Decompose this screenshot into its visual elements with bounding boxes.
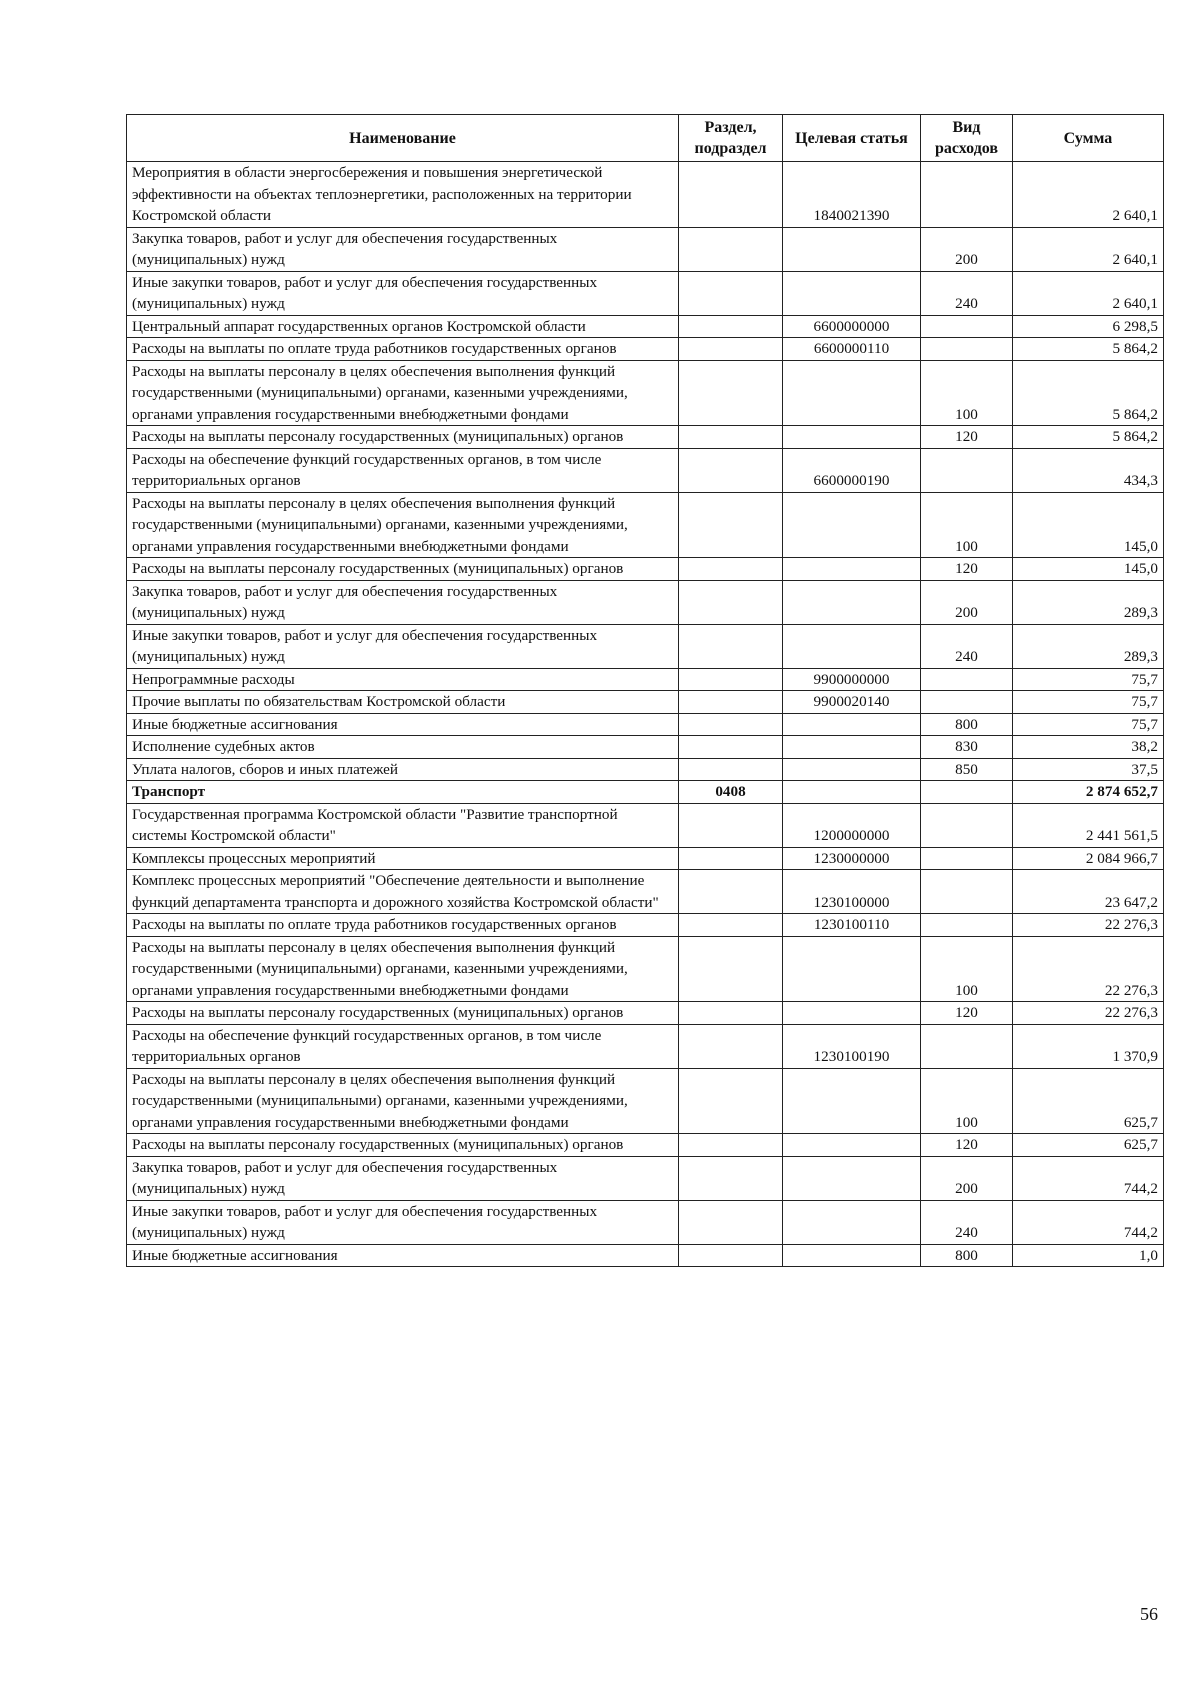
- cell-exptype: 100: [921, 936, 1013, 1002]
- cell-article: [783, 227, 921, 271]
- cell-section: [679, 758, 783, 781]
- cell-article: [783, 580, 921, 624]
- cell-name: Закупка товаров, работ и услуг для обеспечения государственных (муниципальных) нужд: [127, 580, 679, 624]
- cell-sum: 1,0: [1013, 1244, 1164, 1267]
- cell-section: [679, 691, 783, 714]
- cell-sum: 22 276,3: [1013, 1002, 1164, 1025]
- cell-name: Расходы на выплаты по оплате труда работников государственных органов: [127, 338, 679, 361]
- cell-exptype: 120: [921, 1002, 1013, 1025]
- cell-name: Расходы на выплаты персоналу государственных (муниципальных) органов: [127, 1134, 679, 1157]
- table-row: [127, 668, 1164, 691]
- cell-section: 0408: [679, 781, 783, 804]
- cell-article: [783, 781, 921, 804]
- cell-section: [679, 162, 783, 228]
- cell-article: [783, 492, 921, 558]
- cell-name: Транспорт: [127, 781, 679, 804]
- cell-section: [679, 1134, 783, 1157]
- cell-name: Непрограммные расходы: [127, 668, 679, 691]
- cell-name: Расходы на выплаты персоналу в целях обеспечения выполнения функций государственными (муниципальными) органами, казенными учреждениями, органами управления государственными внебюджетными фондами: [127, 936, 679, 1002]
- cell-exptype: 830: [921, 736, 1013, 759]
- table-row: [127, 1068, 1164, 1134]
- cell-section: [679, 1156, 783, 1200]
- cell-article: 1230000000: [783, 847, 921, 870]
- cell-article: [783, 713, 921, 736]
- cell-section: [679, 847, 783, 870]
- cell-section: [679, 1244, 783, 1267]
- cell-sum: 625,7: [1013, 1134, 1164, 1157]
- cell-name: Мероприятия в области энергосбережения и повышения энергетической эффективности на объектах теплоэнергетики, расположенных на территории Костромской области: [127, 162, 679, 228]
- table-row: [127, 1200, 1164, 1244]
- cell-section: [679, 1024, 783, 1068]
- cell-name: Иные закупки товаров, работ и услуг для обеспечения государственных (муниципальных) нужд: [127, 1200, 679, 1244]
- cell-sum: 1 370,9: [1013, 1024, 1164, 1068]
- cell-name: Расходы на выплаты персоналу в целях обеспечения выполнения функций государственными (муниципальными) органами, казенными учреждениями, органами управления государственными внебюджетными фондами: [127, 1068, 679, 1134]
- cell-sum: 2 640,1: [1013, 271, 1164, 315]
- table-row: [127, 315, 1164, 338]
- cell-name: Комплексы процессных мероприятий: [127, 847, 679, 870]
- cell-sum: 2 441 561,5: [1013, 803, 1164, 847]
- cell-section: [679, 736, 783, 759]
- cell-article: 9900020140: [783, 691, 921, 714]
- cell-sum: 744,2: [1013, 1156, 1164, 1200]
- cell-exptype: 240: [921, 1200, 1013, 1244]
- table-row: [127, 1156, 1164, 1200]
- cell-section: [679, 870, 783, 914]
- cell-exptype: 800: [921, 1244, 1013, 1267]
- table-row: [127, 847, 1164, 870]
- cell-article: [783, 624, 921, 668]
- cell-sum: 75,7: [1013, 668, 1164, 691]
- cell-sum: 289,3: [1013, 624, 1164, 668]
- cell-name: Иные закупки товаров, работ и услуг для обеспечения государственных (муниципальных) нужд: [127, 624, 679, 668]
- cell-section: [679, 558, 783, 581]
- cell-exptype: [921, 914, 1013, 937]
- cell-section: [679, 315, 783, 338]
- cell-article: [783, 426, 921, 449]
- table-row: [127, 736, 1164, 759]
- cell-article: 6600000000: [783, 315, 921, 338]
- cell-name: Иные закупки товаров, работ и услуг для обеспечения государственных (муниципальных) нужд: [127, 271, 679, 315]
- cell-sum: 2 640,1: [1013, 227, 1164, 271]
- cell-sum: 289,3: [1013, 580, 1164, 624]
- header-sum: Сумма: [1013, 115, 1164, 162]
- cell-article: [783, 558, 921, 581]
- cell-section: [679, 426, 783, 449]
- cell-article: 1840021390: [783, 162, 921, 228]
- cell-section: [679, 713, 783, 736]
- cell-sum: 145,0: [1013, 492, 1164, 558]
- table-row: [127, 713, 1164, 736]
- cell-name: Исполнение судебных актов: [127, 736, 679, 759]
- cell-name: Расходы на выплаты персоналу в целях обеспечения выполнения функций государственными (муниципальными) органами, казенными учреждениями, органами управления государственными внебюджетными фондами: [127, 360, 679, 426]
- cell-sum: 434,3: [1013, 448, 1164, 492]
- cell-article: [783, 1134, 921, 1157]
- table-row: [127, 360, 1164, 426]
- cell-sum: 23 647,2: [1013, 870, 1164, 914]
- table-row: [127, 870, 1164, 914]
- cell-name: Иные бюджетные ассигнования: [127, 1244, 679, 1267]
- cell-name: Расходы на обеспечение функций государственных органов, в том числе территориальных органов: [127, 1024, 679, 1068]
- cell-exptype: [921, 315, 1013, 338]
- header-article: Целевая статья: [783, 115, 921, 162]
- table-row: [127, 758, 1164, 781]
- cell-article: [783, 1002, 921, 1025]
- cell-name: Прочие выплаты по обязательствам Костромской области: [127, 691, 679, 714]
- cell-sum: 37,5: [1013, 758, 1164, 781]
- table-row: [127, 1134, 1164, 1157]
- cell-exptype: 200: [921, 580, 1013, 624]
- cell-sum: 2 640,1: [1013, 162, 1164, 228]
- cell-article: [783, 1068, 921, 1134]
- cell-name: Центральный аппарат государственных органов Костромской области: [127, 315, 679, 338]
- cell-exptype: [921, 847, 1013, 870]
- cell-sum: 38,2: [1013, 736, 1164, 759]
- table-row: [127, 781, 1164, 804]
- cell-article: 1230100190: [783, 1024, 921, 1068]
- table-row: [127, 691, 1164, 714]
- cell-name: Закупка товаров, работ и услуг для обеспечения государственных (муниципальных) нужд: [127, 1156, 679, 1200]
- cell-name: Уплата налогов, сборов и иных платежей: [127, 758, 679, 781]
- table-row: [127, 1244, 1164, 1267]
- table-row: [127, 936, 1164, 1002]
- cell-exptype: 240: [921, 624, 1013, 668]
- header-exptype: Вид расходов: [921, 115, 1013, 162]
- cell-exptype: [921, 1024, 1013, 1068]
- cell-sum: 744,2: [1013, 1200, 1164, 1244]
- cell-exptype: [921, 448, 1013, 492]
- cell-name: Расходы на выплаты персоналу государственных (муниципальных) органов: [127, 1002, 679, 1025]
- cell-exptype: 120: [921, 1134, 1013, 1157]
- cell-article: [783, 1156, 921, 1200]
- cell-sum: 145,0: [1013, 558, 1164, 581]
- cell-exptype: [921, 162, 1013, 228]
- cell-section: [679, 338, 783, 361]
- table-row: [127, 162, 1164, 228]
- cell-section: [679, 227, 783, 271]
- cell-exptype: 850: [921, 758, 1013, 781]
- cell-exptype: 120: [921, 558, 1013, 581]
- cell-section: [679, 668, 783, 691]
- cell-exptype: [921, 803, 1013, 847]
- cell-sum: 75,7: [1013, 691, 1164, 714]
- cell-name: Расходы на выплаты персоналу государственных (муниципальных) органов: [127, 558, 679, 581]
- table-row: [127, 803, 1164, 847]
- cell-section: [679, 1068, 783, 1134]
- table-row: [127, 1024, 1164, 1068]
- table-row: [127, 580, 1164, 624]
- cell-article: [783, 758, 921, 781]
- cell-sum: 75,7: [1013, 713, 1164, 736]
- cell-section: [679, 1002, 783, 1025]
- cell-exptype: 240: [921, 271, 1013, 315]
- cell-exptype: 200: [921, 227, 1013, 271]
- cell-name: Расходы на обеспечение функций государственных органов, в том числе территориальных органов: [127, 448, 679, 492]
- cell-section: [679, 492, 783, 558]
- cell-name: Закупка товаров, работ и услуг для обеспечения государственных (муниципальных) нужд: [127, 227, 679, 271]
- cell-section: [679, 803, 783, 847]
- cell-article: 1230100110: [783, 914, 921, 937]
- cell-name: Расходы на выплаты по оплате труда работников государственных органов: [127, 914, 679, 937]
- table-row: [127, 227, 1164, 271]
- cell-sum: 6 298,5: [1013, 315, 1164, 338]
- cell-article: [783, 936, 921, 1002]
- table-row: [127, 558, 1164, 581]
- cell-article: [783, 360, 921, 426]
- header-name: Наименование: [127, 115, 679, 162]
- table-row: [127, 492, 1164, 558]
- cell-sum: 5 864,2: [1013, 338, 1164, 361]
- cell-sum: 5 864,2: [1013, 426, 1164, 449]
- cell-exptype: [921, 870, 1013, 914]
- cell-sum: 22 276,3: [1013, 914, 1164, 937]
- cell-section: [679, 271, 783, 315]
- cell-name: Расходы на выплаты персоналу государственных (муниципальных) органов: [127, 426, 679, 449]
- cell-article: [783, 271, 921, 315]
- cell-section: [679, 914, 783, 937]
- table-row: [127, 1002, 1164, 1025]
- cell-exptype: 120: [921, 426, 1013, 449]
- cell-section: [679, 448, 783, 492]
- cell-sum: 22 276,3: [1013, 936, 1164, 1002]
- cell-exptype: [921, 668, 1013, 691]
- cell-exptype: [921, 691, 1013, 714]
- cell-exptype: 100: [921, 492, 1013, 558]
- cell-name: Расходы на выплаты персоналу в целях обеспечения выполнения функций государственными (муниципальными) органами, казенными учреждениями, органами управления государственными внебюджетными фондами: [127, 492, 679, 558]
- cell-exptype: [921, 338, 1013, 361]
- budget-table: [126, 114, 1164, 1267]
- header-section: Раздел, подраздел: [679, 115, 783, 162]
- cell-name: Иные бюджетные ассигнования: [127, 713, 679, 736]
- table-row: [127, 448, 1164, 492]
- cell-article: 1230100000: [783, 870, 921, 914]
- cell-section: [679, 936, 783, 1002]
- header-row: [127, 115, 1164, 162]
- cell-exptype: 100: [921, 360, 1013, 426]
- page-number: 56: [1140, 1604, 1158, 1624]
- cell-section: [679, 360, 783, 426]
- table-row: [127, 914, 1164, 937]
- cell-exptype: [921, 781, 1013, 804]
- cell-article: 9900000000: [783, 668, 921, 691]
- table-row: [127, 338, 1164, 361]
- cell-article: [783, 1244, 921, 1267]
- cell-sum: 5 864,2: [1013, 360, 1164, 426]
- cell-name: Комплекс процессных мероприятий "Обеспечение деятельности и выполнение функций департамента транспорта и дорожного хозяйства Костромской области": [127, 870, 679, 914]
- cell-article: 6600000190: [783, 448, 921, 492]
- cell-section: [679, 580, 783, 624]
- cell-exptype: 100: [921, 1068, 1013, 1134]
- cell-sum: 2 084 966,7: [1013, 847, 1164, 870]
- cell-article: 1200000000: [783, 803, 921, 847]
- cell-sum: 2 874 652,7: [1013, 781, 1164, 804]
- cell-article: [783, 1200, 921, 1244]
- cell-sum: 625,7: [1013, 1068, 1164, 1134]
- cell-article: 6600000110: [783, 338, 921, 361]
- cell-exptype: 800: [921, 713, 1013, 736]
- table-row: [127, 426, 1164, 449]
- cell-section: [679, 1200, 783, 1244]
- cell-section: [679, 624, 783, 668]
- table-body: [127, 162, 1164, 1267]
- cell-name: Государственная программа Костромской области "Развитие транспортной системы Костромской области": [127, 803, 679, 847]
- cell-exptype: 200: [921, 1156, 1013, 1200]
- cell-article: [783, 736, 921, 759]
- table-row: [127, 271, 1164, 315]
- table-row: [127, 624, 1164, 668]
